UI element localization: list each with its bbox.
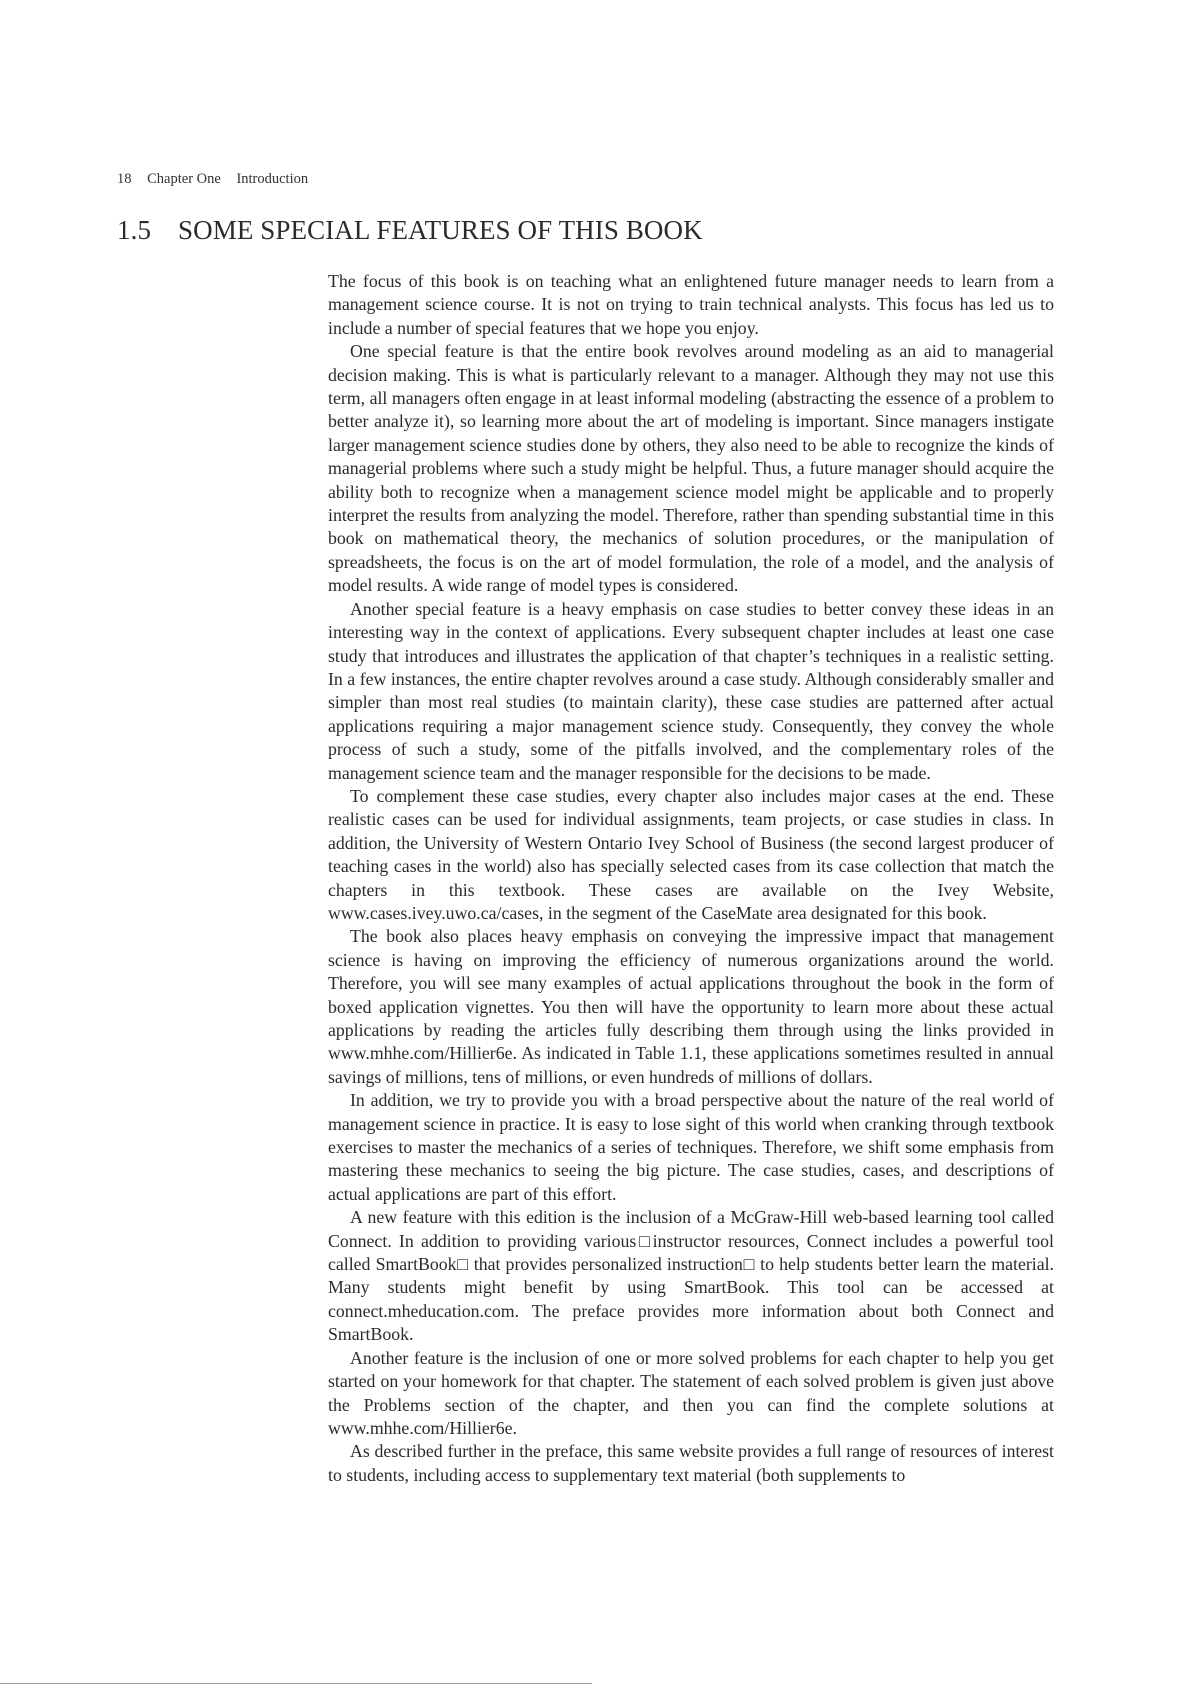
chapter-title: Introduction bbox=[236, 171, 309, 187]
paragraph: In addition, we try to provide you with a broad perspective about the nature of the real world of management science in practice. It is easy to lose sight of this world when cranking through textbook exercises to master the mechanics of a series of techniques. Therefore, we shift some emphasis from mastering these mechanics to seeing the big picture. The case studies, cases, and descriptions of actual applications are part of this effort. bbox=[328, 1090, 1054, 1204]
paragraph: A new feature with this edition is the inclusion of a McGraw-Hill web-based learning tool called Connect. In addition to providing various□instructor resources, Connect includes a powerful tool called SmartBook□ that provides personalized instruction□ to help students better learn the material. Many students might benefit by using SmartBook. This tool can be accessed at connect.mheducation.com. The preface provides more information about both Connect and SmartBook. bbox=[328, 1207, 1054, 1345]
section-title: SOME SPECIAL FEATURES OF THIS BOOK bbox=[178, 215, 703, 245]
paragraph: The book also places heavy emphasis on conveying the impressive impact that management science is having on improving the efficiency of numerous organizations around the world. Therefore, you will see many examples of actual applications throughout the book in the form of boxed application vignettes. You then will have the opportunity to learn more about these actual applications by reading the articles fully describing them through using the links provided in www.mhhe.com/Hillier6e. As indicated in Table 1.1, these applications sometimes resulted in annual savings of millions, tens of millions, or even hundreds of millions of dollars. bbox=[328, 926, 1054, 1087]
paragraph: Another feature is the inclusion of one or more solved problems for each chapter to help you get started on your homework for that chapter. The statement of each solved problem is given just above the Problems section of the chapter, and then you can find the complete solutions at www.mhhe.com/Hillier6e. bbox=[328, 1347, 1054, 1438]
paragraph: The focus of this book is on teaching what an enlightened future manager needs to learn from a management science course. It is not on trying to train technical analysts. This focus has led us to include a number of special features that we hope you enjoy. bbox=[328, 271, 1054, 338]
body-text bbox=[328, 270, 1054, 1487]
paragraph: As described further in the preface, this same website provides a full range of resources of interest to students, including access to supplementary text material (both supplements to bbox=[328, 1441, 1054, 1485]
chapter-label: Chapter One bbox=[147, 171, 221, 187]
paragraph: Another special feature is a heavy emphasis on case studies to better convey these ideas in an interesting way in the context of applications. Every subsequent chapter includes at least one case study that introduces and illustrates the application of that chapter’s techniques in a realistic setting. In a few instances, the entire chapter revolves around a case study. Although considerably smaller and simpler than most real studies (to maintain clarity), these case studies are patterned after actual applications requiring a major management science study. Consequently, they convey the whole process of such a study, some of the pitfalls involved, and the complementary roles of the management science team and the manager responsible for the decisions to be made. bbox=[328, 598, 1054, 783]
paragraph: One special feature is that the entire book revolves around modeling as an aid to managerial decision making. This is what is particularly relevant to a manager. Although they may not use this term, all managers often engage in at least informal modeling (abstracting the essence of a problem to better analyze it), so learning more about the art of modeling is important. Since managers instigate larger management science studies done by others, they also need to be able to recognize the kinds of managerial problems where such a study might be helpful. Thus, a future manager should acquire the ability both to recognize when a management science model might be applicable and to properly interpret the results from analyzing the model. Therefore, rather than spending substantial time in this book on mathematical theory, the mechanics of solution procedures, or the manipulation of spreadsheets, the focus is on the art of model formulation, the role of a model, and the analysis of model results. A wide range of model types is considered. bbox=[328, 341, 1054, 596]
bottom-rule bbox=[0, 1683, 592, 1684]
page-number: 18 bbox=[117, 171, 132, 187]
section-number: 1.5 bbox=[117, 215, 152, 245]
section-heading bbox=[117, 215, 703, 246]
paragraph: To complement these case studies, every chapter also includes major cases at the end. These realistic cases can be used for individual assignments, team projects, or case studies in class. In addition, the University of Western Ontario Ivey School of Business (the second largest producer of teaching cases in the world) also has specially selected cases from its case collection that match the chapters in this textbook. These cases are available on the Ivey Website, www.cases.ivey.uwo.ca/cases, in the segment of the CaseMate area designated for this book. bbox=[328, 785, 1054, 923]
running-head bbox=[117, 171, 320, 188]
